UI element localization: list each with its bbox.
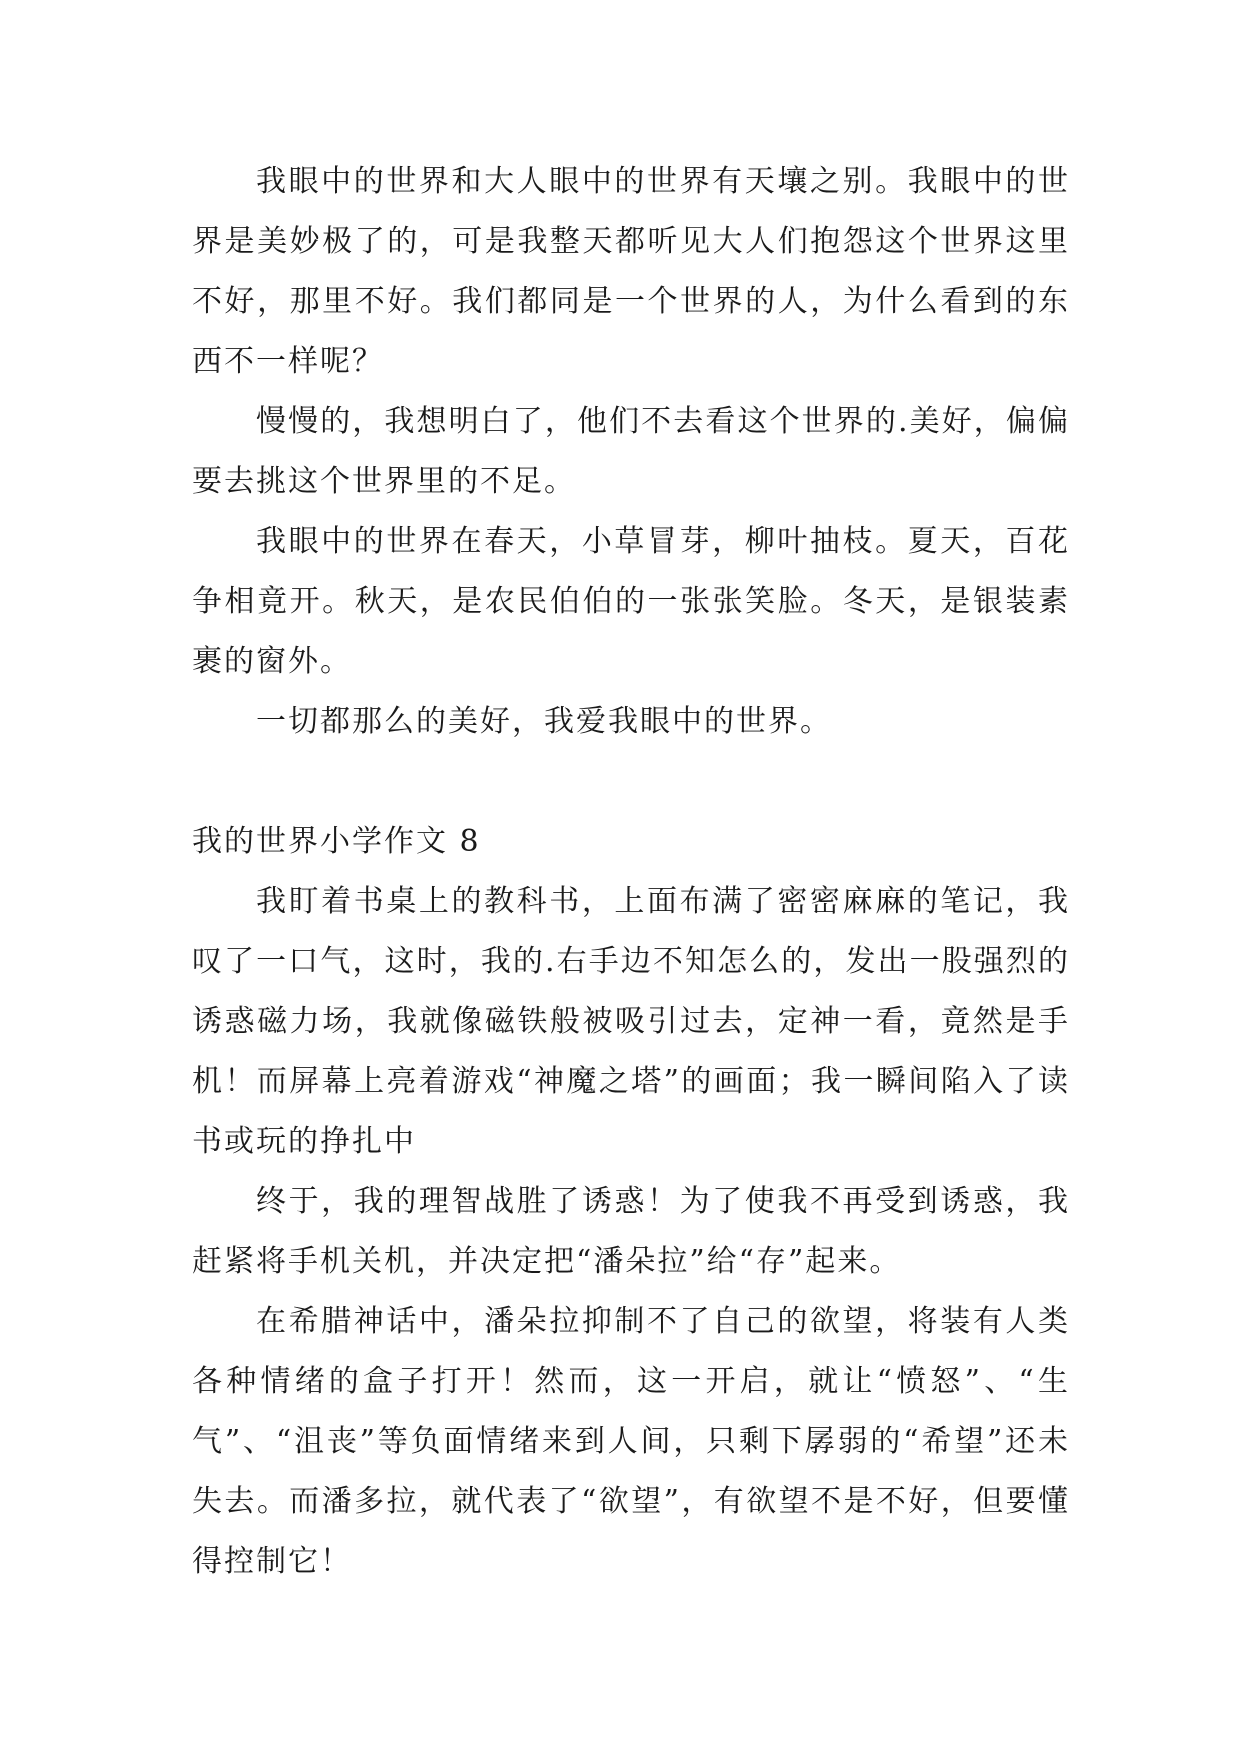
paragraph-7: 在希腊神话中，潘朵拉抑制不了自己的欲望，将装有人类各种情绪的盒子打开！然而，这一开启，就让“愤怒”、“生气”、“沮丧”等负面情绪来到人间，只剩下孱弱的“希望”还未失去。而潘多拉，就代表了“欲望”，有欲望不是不好，但要懂得控制它！: [192, 1304, 1070, 1579]
paragraph-6: 终于，我的理智战胜了诱惑！为了使我不再受到诱惑，我赶紧将手机关机，并决定把“潘朵拉”给“存”起来。: [192, 1184, 1070, 1279]
paragraph-1: 我眼中的世界和大人眼中的世界有天壤之别。我眼中的世界是美妙极了的，可是我整天都听见大人们抱怨这个世界这里不好，那里不好。我们都同是一个世界的人，为什么看到的东西不一样呢？: [192, 164, 1070, 379]
paragraph-2: 慢慢的，我想明白了，他们不去看这个世界的.美好，偏偏要去挑这个世界里的不足。: [192, 404, 1070, 499]
paragraph-5: 我盯着书桌上的教科书，上面布满了密密麻麻的笔记，我叹了一口气，这时，我的.右手边不知怎么的，发出一股强烈的诱惑磁力场，我就像磁铁般被吸引过去，定神一看，竟然是手机！而屏幕上亮着游戏“神魔之塔”的画面；我一瞬间陷入了读书或玩的挣扎中: [192, 884, 1070, 1159]
section-heading: 我的世界小学作文 8: [192, 824, 481, 859]
document-page: [192, 152, 1070, 1592]
paragraph-4: 一切都那么的美好，我爱我眼中的世界。: [256, 704, 832, 739]
paragraph-3: 我眼中的世界在春天，小草冒芽，柳叶抽枝。夏天，百花争相竟开。秋天，是农民伯伯的一张张笑脸。冬天，是银装素裹的窗外。: [192, 524, 1070, 679]
